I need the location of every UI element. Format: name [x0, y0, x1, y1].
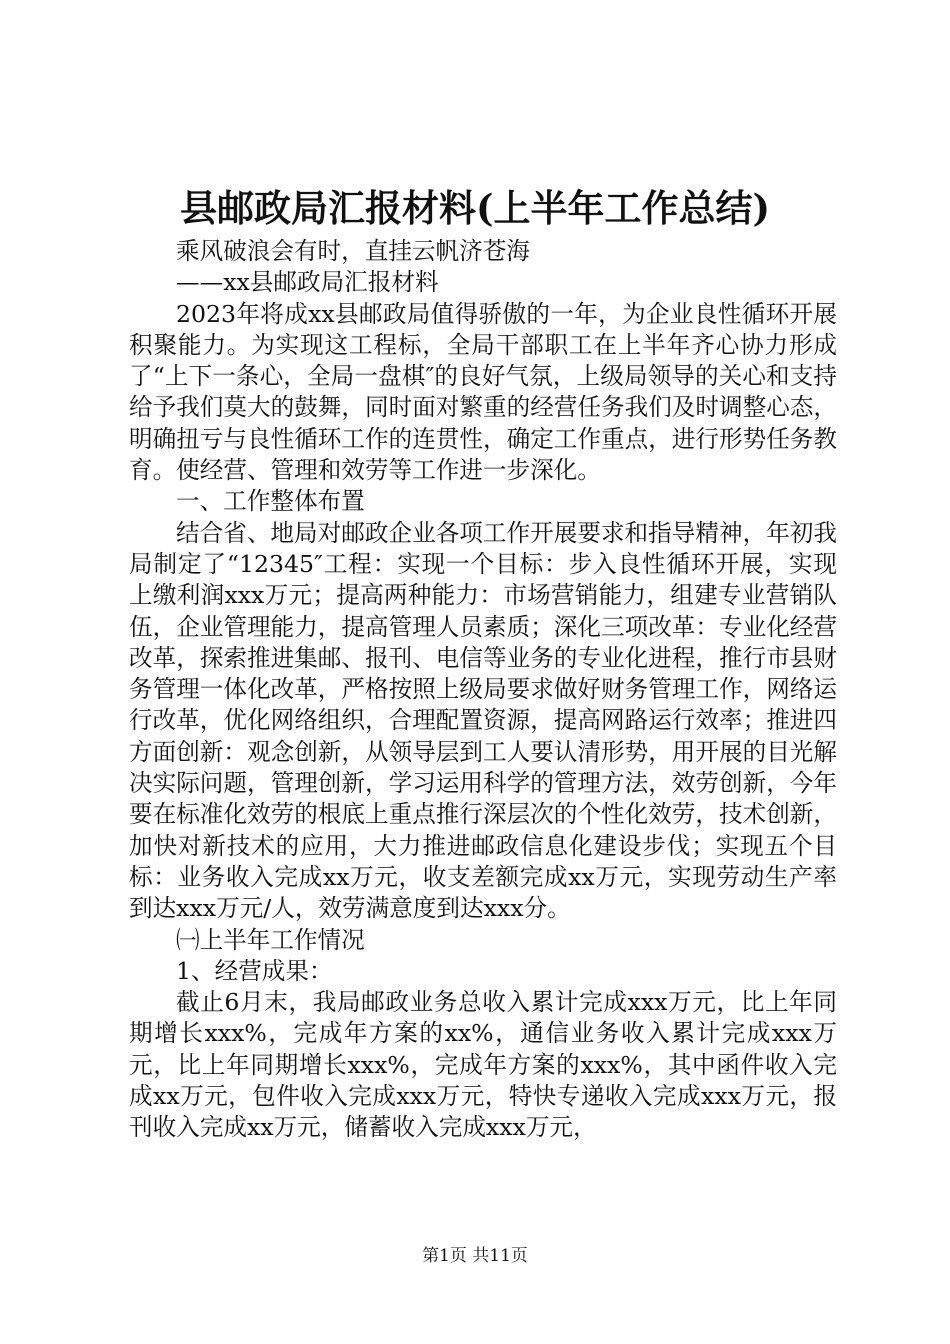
- paragraph-subtitle: ——xx县邮政局汇报材料: [176, 268, 439, 297]
- section-heading-2: ㈠上半年工作情况: [176, 925, 365, 954]
- paragraph-intro: 2023年将成xx县邮政局值得骄傲的一年，为企业良性循环开展积聚能力。为实现这工程标，全局干部职工在上半年齐心协力形成了“上下一条心，全局一盘棋″的良好气氛，上级局领导的关心和支持给予我们莫大的鼓舞，同时面对繁重的经营任务我们及时调整心态，明确扭亏与良性循环工作的连贯性，确定工作重点，进行形势任务教育。使经营、管理和效劳等工作进一步深化。: [129, 299, 837, 485]
- paragraph-results: 截止6月末，我局邮政业务总收入累计完成xxx万元，比上年同期增长xxx%，完成年方案的xx%，通信业务收入累计完成xxx万元，比上年同期增长xxx%，完成年方案的xxx%，其中函件收入完成xx万元，包件收入完成xxx万元，特快专递收入完成xxx万元，报刊收入完成xx万元，储蓄收入完成xxx万元，: [129, 988, 837, 1142]
- section-heading-3: 1、经营成果：: [176, 956, 333, 985]
- paragraph-plan: 结合省、地局对邮政企业各项工作开展要求和指导精神，年初我局制定了“12345″工程：实现一个目标：步入良性循环开展，实现上缴利润xxx万元；提高两种能力：市场营销能力，组建专业营销队伍，企业管理能力，提高管理人员素质；深化三项改革：专业化经营改革，探索推进集邮、报刊、电信等业务的专业化进程，推行市县财务管理一体化改革，严格按照上级局要求做好财务管理工作，网络运行改革，优化网络组织，合理配置资源，提高网路运行效率；推进四方面创新：观念创新，从领导层到工人要认清形势，用开展的目光解决实际问题，管理创新，学习运用科学的管理方法，效劳创新，今年要在标准化效劳的根底上重点推行深层次的个性化效劳，技术创新，加快对新技术的应用，大力推进邮政信息化建设步伐；实现五个目标：业务收入完成xx万元，收支差额完成xx万元，实现劳动生产率到达xxx万元/人，效劳满意度到达xxx分。: [129, 518, 837, 923]
- paragraph-motto: 乘风破浪会有时，直挂云帆济苍海: [176, 237, 530, 265]
- page-footer: 第1页 共11页: [422, 1246, 528, 1266]
- section-heading-1: 一、工作整体布置: [176, 487, 365, 516]
- document-title: 县邮政局汇报材料(上半年工作总结): [179, 186, 770, 230]
- document-body: [129, 236, 837, 1144]
